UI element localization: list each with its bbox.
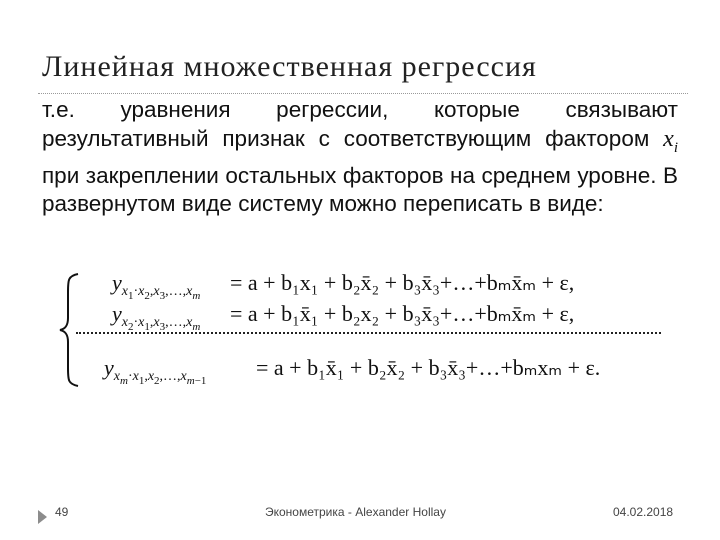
inline-variable-xi: $x_i$ [663, 125, 678, 156]
equation-2-rhs: = a + b₁x̄₁ + b₂x₂ + b₃x̄₃+…+bₘx̄ₘ + ε, [230, 301, 575, 326]
paragraph-text-part2: при закреплении остальных факторов на среднем уровне. В развернутом виде систему можно переписать в виде: [42, 162, 678, 217]
footer-title: Эконометрика - Alexander Hollay [265, 505, 446, 519]
title-divider [38, 93, 688, 94]
equation-1-rhs: = a + b₁x₁ + b₂x̄₂ + b₃x̄₃+…+bₘx̄ₘ + ε, [230, 270, 575, 295]
equation-2: $y_{x_2\cdot x_1,x_3,\dots,x_m}$ = a + b₁x̄₁ + b₂x₂ + b₃x̄₃+…+bₘx̄ₘ + ε, [112, 301, 575, 334]
equation-m: $y_{x_m\cdot x_1,x_2,\dots,x_{m-1}}$ = a + b₁x̄₁ + b₂x̄₂ + b₃x̄₃+…+bₘxₘ + ε. [104, 355, 601, 388]
equation-m-rhs: = a + b₁x̄₁ + b₂x̄₂ + b₃x̄₃+…+bₘxₘ + ε. [256, 355, 601, 380]
footer-marker-icon [38, 510, 47, 524]
body-paragraph [42, 96, 678, 219]
equation-1: $y_{x_1\cdot x_2,x_3,\dots,x_m}$ = a + b₁x₁ + b₂x̄₂ + b₃x̄₃+…+bₘx̄ₘ + ε, [112, 270, 575, 303]
ellipsis-row [76, 332, 661, 334]
system-brace [58, 272, 82, 388]
slide-title: Линейная множественная регрессия [42, 50, 537, 83]
page-number: 49 [55, 505, 69, 519]
paragraph-text-part1: т.е. уравнения регрессии, которые связывают результативный признак с соответствующим фактором [42, 97, 678, 151]
footer-date: 04.02.2018 [613, 505, 674, 519]
